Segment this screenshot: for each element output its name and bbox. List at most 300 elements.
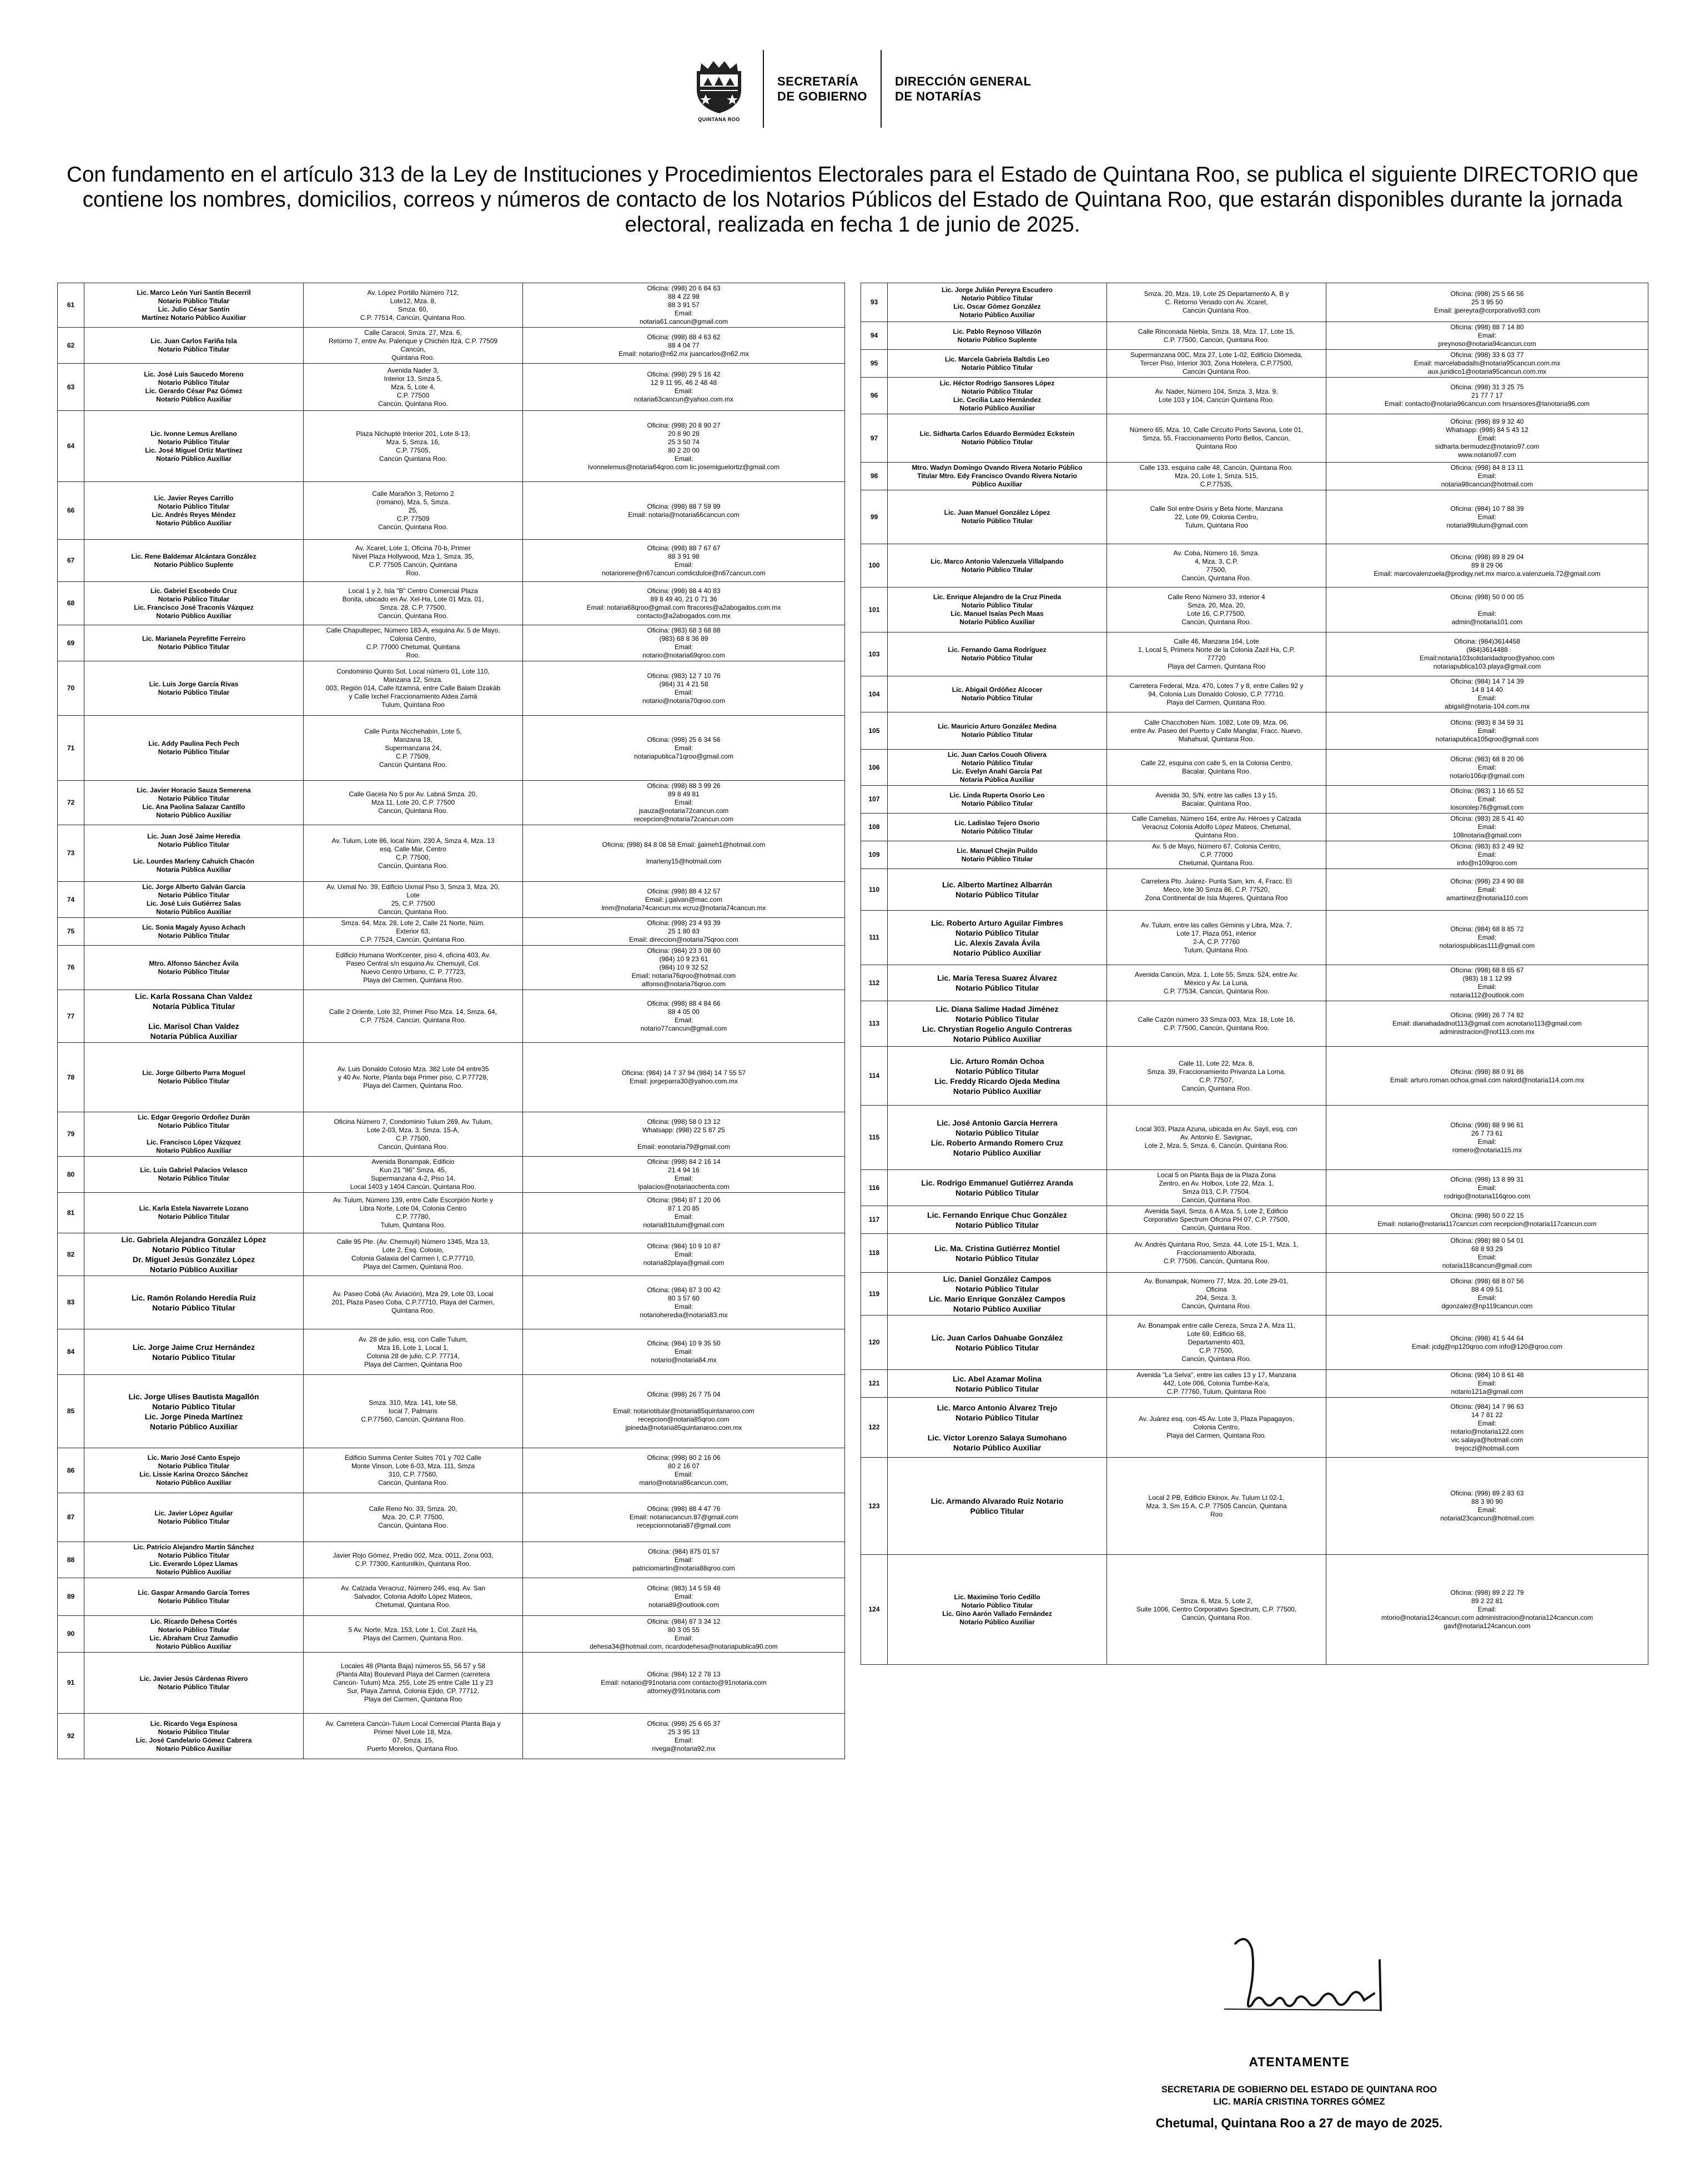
notary-contact-cell	[523, 781, 845, 825]
notary-names: Lic. Abigail Ordóñez Alcocer Notario Público Titular	[952, 686, 1043, 702]
notary-names-cell	[84, 1157, 304, 1193]
notary-contact-cell	[1326, 1316, 1648, 1370]
notary-names-cell	[84, 540, 304, 582]
notary-address-cell	[304, 364, 523, 411]
notary-names-cell	[888, 712, 1107, 750]
notary-names-cell	[84, 882, 304, 918]
notary-number: 75	[67, 927, 75, 935]
notary-address-cell	[304, 1578, 523, 1616]
notary-address: Av. Andrés Quintana Roo, Smza. 44, Lote 15-1, Mza. 1, Fraccionamiento Alborada, C.P. 77506, Cancún, Quintana Roo.	[1134, 1241, 1299, 1265]
notary-address-cell	[1107, 1370, 1326, 1398]
notary-address-cell	[1107, 841, 1326, 869]
notary-number-cell	[58, 1616, 84, 1653]
notary-number-cell	[861, 1234, 888, 1273]
notary-address-cell	[304, 1157, 523, 1193]
notary-address-cell	[304, 625, 523, 661]
notary-names-cell	[84, 1448, 304, 1493]
notary-names-cell	[888, 1370, 1107, 1398]
notary-names: Lic. Roberto Arturo Aguilar Fimbres Notario Público Titular Lic. Alexis Zavala Ávila Notario Público Auxiliar	[931, 918, 1063, 957]
notary-names-cell	[84, 1375, 304, 1448]
notary-names: Lic. Manuel Chejín Puildo Notario Público Titular	[957, 846, 1038, 863]
notary-contact-cell	[1326, 414, 1648, 463]
notary-number-cell	[861, 490, 888, 544]
notary-names: Mtro. Alfonso Sánchez Ávila Notario Público Titular	[149, 959, 239, 976]
signatory-block: SECRETARIA DE GOBIERNO DEL ESTADO DE QUINTANA ROO LIC. MARÍA CRISTINA TORRES GÓMEZ	[1161, 2085, 1437, 2107]
notary-number: 114	[868, 1072, 880, 1080]
notary-number: 103	[868, 650, 880, 658]
notary-names-cell	[84, 364, 304, 411]
notary-address: Calle Chapultepec, Número 183-A, esquina Av. 5 de Mayo, Colonia Centro, C.P. 77000 Chetumal, Quintana Roo.	[326, 626, 500, 659]
notary-contact-cell	[1326, 322, 1648, 350]
notary-contact-cell	[523, 1542, 845, 1578]
notary-number: 101	[868, 605, 880, 614]
notary-names: Lic. José Luis Saucedo Moreno Notario Público Titular Lic. Gerardo César Paz Gómez Notario Público Auxiliar	[144, 370, 244, 403]
notary-contact-cell	[523, 946, 845, 990]
notary-names-cell	[84, 716, 304, 781]
notary-contact-cell	[523, 661, 845, 716]
intro-paragraph: Con fundamento en el artículo 313 de la Ley de Instituciones y Procedimientos Electorales para el Estado de Quintana Roo, se publica el siguiente DIRECTORIO que contiene los nombres, domicilios, correos y números de contacto de los Notarios Públicos del Estado de Quintana Roo, que estarán disponibles durante la jornada electoral, realizada en fecha 1 de junio de 2025.	[67, 163, 1638, 237]
notary-address: Local 5 on Planta Baja de la Plaza Zona Zentro, en Av. Holbox, Lote 22, Mza. 1, Smza 013, C.P. 77504. Cancún, Quintana Roo.	[1157, 1171, 1276, 1204]
notary-names: Lic. Ricardo Dehesa Cortés Notario Público Titular Lic. Abraham Cruz Zamudio Notario Público Auxiliar	[149, 1617, 238, 1650]
notary-row	[861, 911, 1648, 965]
notary-address-cell	[1107, 588, 1326, 632]
notary-address: Av. López Portillo Número 712, Lote12, Mza. 8, Smza. 60, C.P. 77514, Cancún, Quintana Roo.	[360, 288, 466, 322]
notary-contact-cell	[523, 328, 845, 364]
notary-row	[58, 716, 845, 781]
notary-contact: Oficina: (998) 84 8 13 11 Email: notaria98cancun@hotmail.com	[1441, 464, 1533, 488]
notary-address: Av. Nader, Número 104, Smza. 3, Mza. 9, Lote 103 y 104, Cancún Quintana Roo.	[1155, 387, 1278, 404]
notary-contact-cell	[1326, 350, 1648, 378]
page-header	[688, 47, 1032, 130]
notary-row	[58, 1276, 845, 1329]
notary-number-cell	[861, 786, 888, 814]
notary-number: 106	[868, 763, 880, 771]
notary-address: Avenida Sayil, Smza. 6 A Mza. 5, Lote 2, Edificio Corporativo Spectrum Oficina PH 07, C.P. 77500, Cancún, Quintana Roo.	[1143, 1207, 1290, 1232]
notary-names: Lic. Juan Manuel González López Notario Público Titular	[944, 509, 1050, 525]
notary-number: 88	[67, 1555, 75, 1564]
notary-address-cell	[1107, 1316, 1326, 1370]
notary-number: 97	[870, 434, 878, 442]
notary-address: Carretera Pto. Juárez- Punta Sam, km. 4, Fracc. El Meco, lote 30 Smza 86, C.P. 77520, Zona Continental de Isla Mujeres, Quintana Roo	[1141, 877, 1292, 902]
notary-address-cell	[304, 825, 523, 882]
notary-names-cell	[888, 283, 1107, 322]
notary-names-cell	[888, 841, 1107, 869]
notary-row	[58, 1375, 845, 1448]
notary-address: Avenida "La Selva", entre las calles 13 y 17, Manzana 442, Lote 006, Colonia Tumbe-Ka'a, C.P. 77760, Tulum, Quintana Roo	[1136, 1371, 1296, 1395]
notary-address-cell	[304, 1714, 523, 1759]
notary-names: Lic. Patricio Alejandro Martín Sánchez Notario Público Titular Lic. Everardo López Llamas Notario Público Auxiliar	[133, 1543, 254, 1576]
notary-address: Avenida Nader 3, Interior 13, Smza 5, Mza. 5, Lote 4, C.P. 77500 Cancún, Quintana Roo.	[378, 366, 448, 408]
notary-contact: Oficina: (998) 29 5 16 42 12 9 11 95, 46 2 48 48 Email: notaria63cancun@yahoo.com.mx	[634, 370, 733, 403]
notary-address-cell	[1107, 1555, 1326, 1665]
notary-contact: Oficina: (998) 88 4 84 66 88 4 05 00 Email: notario77cancun@gmail.com	[640, 1000, 727, 1032]
notary-address: Calle Cazón número 33 Smza 003, Mza. 18, Lote 16, C.P. 77500, Cancún, Quintana Roo.	[1138, 1015, 1295, 1032]
notary-number: 85	[67, 1407, 75, 1415]
notary-contact-cell	[523, 1112, 845, 1157]
notary-number-cell	[861, 869, 888, 911]
notary-number: 61	[67, 301, 75, 309]
notary-contact: Oficina: (983) 12 7 10 76 (984) 31 4 21 58 Email: notario@notaria70qroo.com	[642, 671, 725, 705]
notary-number-cell	[861, 965, 888, 1001]
notary-address: Calle Caracol, Smza. 27, Mza. 6, Retorno 7, entre Av. Palenque y Chichén Itzá, C.P. 77509 Cancún, Quintana Roo.	[328, 329, 498, 362]
notary-address-cell	[304, 482, 523, 540]
notary-names-cell	[888, 414, 1107, 463]
notary-contact: Oficina: (998) 23 4 90 88 Email: amartinez@notaria110.com	[1446, 877, 1528, 902]
notary-contact-cell	[1326, 1370, 1648, 1398]
notary-number-cell	[861, 814, 888, 841]
notary-number-cell	[58, 1193, 84, 1233]
notary-contact: Oficina: (998) 31 3 25 75 21 77 7 17 Email: contacto@notaria96cancun.com hrsansores@lanotaria96.com	[1384, 383, 1590, 408]
notary-address-cell	[1107, 1170, 1326, 1206]
notary-row	[58, 1578, 845, 1616]
notary-names-cell	[888, 490, 1107, 544]
notary-address-cell	[1107, 322, 1326, 350]
notary-address-cell	[304, 1193, 523, 1233]
notary-contact: Oficina: (984)3614458 (984)3614488 Email:notaria103solidaridadqroo@yahoo.com notariapublica103.playa@gmail.com	[1420, 637, 1555, 670]
notary-address: Calle Sol entre Osiris y Beta Norte, Manzana 22, Lote 09, Colonia Centro, Tulum, Quintana Roo	[1150, 504, 1283, 529]
notary-number: 109	[868, 851, 880, 858]
directory-table-left	[57, 283, 845, 1759]
notary-address-cell	[1107, 350, 1326, 378]
notary-address: Calle 46, Manzana 164, Lote 1, Local 5, Primera Norte de la Colonia Zazil Ha, C.P. 77720 Playa del Carmen, Quintana Roo	[1138, 637, 1295, 670]
notary-contact-cell	[1326, 283, 1648, 322]
notary-number: 124	[868, 1605, 880, 1613]
notary-row	[861, 750, 1648, 786]
notary-names: Lic. Gabriel Escobedo Cruz Notario Público Titular Lic. Francisco José Traconis Vázquez Notario Público Auxiliar	[134, 586, 254, 620]
notary-contact-cell	[1326, 841, 1648, 869]
notary-number: 118	[868, 1249, 880, 1257]
notary-address: Av. Carretera Cancún-Tulum Local Comercial Planta Baja y Primer Nivel Lote 18, Mza. 07, Smza. 15, Puerto Morelos, Quintana Roo.	[325, 1719, 501, 1753]
notary-names: Lic. Javier López Aguilar Notario Público Titular	[154, 1509, 233, 1525]
notary-address-cell	[304, 1112, 523, 1157]
notary-number: 108	[868, 823, 880, 831]
notary-row	[861, 1555, 1648, 1665]
notary-contact: Oficina: (984) 875 01 57 Email: patriciomartin@notaria88qroo.com	[632, 1547, 735, 1572]
notary-number: 74	[67, 895, 75, 903]
notary-number: 83	[67, 1298, 75, 1306]
notary-address: Calle Gacela No 5 por Av. Labná Smza. 20, Mza 11, Lote 20, C.P. 77500 Cancún, Quintana Roo.	[349, 790, 477, 815]
notary-row	[58, 1616, 845, 1653]
notary-number-cell	[58, 1448, 84, 1493]
notary-row	[58, 1714, 845, 1759]
notary-names-cell	[888, 322, 1107, 350]
notary-number-cell	[861, 350, 888, 378]
notary-number-cell	[861, 378, 888, 414]
notary-row	[861, 814, 1648, 841]
notary-contact: Oficina: (998) 88 4 63 62 88 4 04 77 Email: notario@n62.mx juancarlos@n62.mx	[618, 333, 749, 358]
notary-contact: Oficina: (984) 87 1 20 06 87 1 20 85 Email: notaria81tulum@gmail.com	[643, 1196, 725, 1229]
notary-row	[58, 1193, 845, 1233]
notary-address-cell	[1107, 712, 1326, 750]
notary-number-cell	[58, 582, 84, 625]
notary-address: Calle 95 Pte. (Av. Chemuyil) Número 1345, Mza 13, Lote 2, Esq. Colosio, Colonia Galaxia del Carmen I, C.P.77710, Playa del Carmen, Quintana Roo.	[336, 1238, 490, 1271]
notary-address-cell	[1107, 1398, 1326, 1458]
notary-address: Supermanzana 00C, Mza 27, Lote 1-02, Edificio Diómeda, Tercer Piso, Interior 303, Zona Hotelera, C.P.77500, Cancún Quintana Roo.	[1130, 351, 1303, 375]
notary-names: Lic. Diana Salime Hadad Jiménez Notario Público Titular Lic. Chrystian Rogelio Angulo Contreras Notario Público Auxiliar	[922, 1004, 1072, 1043]
notary-address: Smza. 6, Mza. 5, Lote 2, Suite 1006, Centro Corporativo Spectrum, C.P. 77500, Cancún, Quintana Roo.	[1136, 1597, 1297, 1621]
notary-names-cell	[84, 1493, 304, 1542]
notary-address-cell	[304, 781, 523, 825]
notary-row	[58, 1542, 845, 1578]
notary-address: Calle Reno Número 33, interior 4 Smza. 20, Mza. 20, Lote 16, C.P.77500, Cancún, Quintana Roo.	[1168, 593, 1265, 626]
notary-contact: Oficina: (998) 68 8 07 56 88 4 09 51 Email: dgonzalez@np119cancun.com	[1441, 1277, 1533, 1310]
notary-contact-cell	[1326, 712, 1648, 750]
notary-number-cell	[58, 882, 84, 918]
notary-contact-cell	[523, 582, 845, 625]
notary-row	[861, 1398, 1648, 1458]
notary-names-cell	[888, 463, 1107, 490]
notary-contact: Oficina: (984) 14 7 37 94 (984) 14 7 55 57 Email: jorgeparra30@yahoo.com.mx	[621, 1069, 746, 1085]
notary-contact: Oficina: (998) 25 5 66 56 25 3 95 50 Email: jpereyra@corporativo93.com	[1434, 290, 1540, 314]
notary-contact-cell	[523, 1329, 845, 1375]
notary-names: Lic. Maximino Torio Cedillo Notario Público Titular Lic. Gino Aarón Vallado Fernández Notario Público Auxiliar	[942, 1593, 1052, 1626]
notary-row	[58, 1448, 845, 1493]
notary-names-cell	[888, 350, 1107, 378]
notary-contact: Oficina: (983) 8 34 59 31 Email: notariapublica105qroo@gmail.com	[1435, 718, 1539, 743]
notary-number-cell	[58, 1043, 84, 1112]
notary-address-cell	[1107, 786, 1326, 814]
notary-address-cell	[1107, 750, 1326, 786]
notary-contact: Oficina: (983) 28 5 41 40 Email: 108notaria@gmail.com	[1450, 815, 1524, 839]
notary-row	[861, 322, 1648, 350]
notary-address-cell	[1107, 911, 1326, 965]
notary-names: Lic. Jorge Gilberto Parra Moguel Notario Público Titular	[142, 1069, 245, 1085]
notary-number: 121	[868, 1379, 880, 1387]
notary-names: Lic. Karla Estela Navarrete Lozano Notario Público Titular	[139, 1204, 249, 1221]
notary-names: Mtro. Wadyn Domingo Ovando Rivera Notario Público Titular Mtro. Edy Francisco Ovando Rivera Notario Público Auxiliar	[912, 464, 1083, 488]
notary-contact: Oficina: (998) 88 4 12 57 Email: j.galvan@mac.com lmm@notaria74cancun.mx ecruz@notaria74cancun.mx	[601, 887, 766, 912]
notary-number: 110	[868, 885, 880, 893]
signature-image	[1213, 1927, 1396, 2016]
notary-contact: Oficina: (998) 88 7 67 67 88 3 91 98 Email: notariorene@n67cancun.comlicdulce@n67cancun.com	[602, 544, 766, 577]
notary-number: 69	[67, 639, 75, 647]
notary-number-cell	[861, 1370, 888, 1398]
notary-row	[861, 1001, 1648, 1047]
notary-names-cell	[888, 1458, 1107, 1555]
notary-address: Carretera Federal, Mza. 470, Lotes 7 y 8, entre Calles 92 y 94, Colonia Luis Donaldo Colosio, C.P. 77710. Playa del Carmen, Quintana Roo.	[1129, 681, 1304, 706]
notary-contact-cell	[1326, 544, 1648, 588]
notary-number-cell	[861, 911, 888, 965]
notary-number-cell	[861, 463, 888, 490]
notary-address-cell	[1107, 1234, 1326, 1273]
notary-contact: Oficina: (998) 50 0 00 05 Email: admin@notaria101.com	[1450, 593, 1524, 626]
notary-number-cell	[58, 1653, 84, 1714]
notary-contact: Oficina: (984) 10 7 88 39 Email: notaria99tulum@gmail.com	[1446, 504, 1528, 529]
notary-number-cell	[58, 1157, 84, 1193]
notary-number: 117	[868, 1216, 880, 1223]
notary-number-cell	[58, 946, 84, 990]
notary-address: Av. Juárez esq. con 45 Av. Lote 3, Plaza Papagayos, Colonia Centro, Playa del Carmen, Quintana Roo.	[1139, 1415, 1294, 1439]
crest-icon	[691, 56, 747, 116]
notary-number: 73	[67, 849, 75, 857]
notary-number-cell	[861, 676, 888, 712]
notary-address: Edificio Summa Center Suites 701 y 702 Calle Monte Vinson, Lote 6-03, Mza. 111, Smza 310, C.P. 77560, Cancún, Quintana Roo.	[344, 1454, 482, 1487]
notary-names-cell	[84, 1276, 304, 1329]
notary-row	[58, 918, 845, 946]
notary-number-cell	[58, 1233, 84, 1276]
notary-contact: Oficina: (983) 68 8 20 06 Email: notario106qr@gmail.com	[1450, 755, 1525, 780]
notary-address-cell	[304, 716, 523, 781]
notary-address-cell	[304, 411, 523, 482]
notary-row	[58, 1043, 845, 1112]
notary-number-cell	[58, 1714, 84, 1759]
notary-names-cell	[84, 781, 304, 825]
notary-names: Lic. Linda Ruperta Osorio Leo Notario Público Titular	[949, 791, 1045, 807]
notary-row	[861, 588, 1648, 632]
notary-number: 62	[67, 341, 75, 349]
notary-number-cell	[861, 414, 888, 463]
notary-number-cell	[861, 750, 888, 786]
notary-address-cell	[304, 328, 523, 364]
notary-address-cell	[1107, 544, 1326, 588]
notary-number: 93	[870, 298, 878, 306]
notary-names-cell	[84, 283, 304, 328]
notary-address-cell	[304, 1233, 523, 1276]
notary-row	[861, 463, 1648, 490]
notary-row	[861, 283, 1648, 322]
notary-number: 119	[868, 1289, 880, 1298]
notary-contact: Oficina: (998) 88 0 91 86 Email: arturo.roman.ochoa.gmail.com nalord@notaria114.com.mx	[1390, 1067, 1585, 1084]
notary-names: Lic. Daniel González Campos Notario Público Titular Lic. Mario Enrique González Campos Notario Público Auxiliar	[929, 1274, 1065, 1313]
notary-names: Lic. Armando Alvarado Ruiz Notario Público Titular	[931, 1497, 1064, 1515]
notary-names: Lic. Fernando Gama Rodríguez Notario Público Titular	[948, 646, 1047, 662]
notary-row	[861, 378, 1648, 414]
notary-address: Calle Chacchoben Núm. 1082, Lote 09, Mza. 06, entre Av. Paseo del Puerto y Calle Manglar, Fracc. Nuevo, Mahahual, Quintana Roo.	[1130, 718, 1302, 743]
notary-number-cell	[58, 1276, 84, 1329]
notary-number: 98	[870, 472, 878, 480]
notary-row	[58, 1653, 845, 1714]
notary-contact-cell	[523, 411, 845, 482]
notary-number-cell	[861, 1273, 888, 1316]
notary-number-cell	[58, 918, 84, 946]
notary-names-cell	[84, 990, 304, 1043]
notary-number-cell	[58, 364, 84, 411]
notary-address: Javier Rojo Gómez, Predio 002, Mza. 0011, Zona 003, C.P. 77300, Kantunilkín, Quintana Roo.	[333, 1552, 494, 1568]
notary-address: Smza. 310, Mza. 141, lote 58, local 7, Palmaris C.P.77560, Cancún, Quintana Roo.	[361, 1399, 465, 1423]
notary-row	[58, 540, 845, 582]
notary-number: 115	[868, 1133, 880, 1141]
notary-number-cell	[58, 411, 84, 482]
notary-names-cell	[84, 625, 304, 661]
notary-names-cell	[888, 544, 1107, 588]
notary-address-cell	[304, 1653, 523, 1714]
notary-address-cell	[1107, 1273, 1326, 1316]
notary-address: Calle 11, Lote 22, Mza. 8, Smza. 39, Fraccionamiento Privanza La Loma, C.P. 77507, Cancún, Quintana Roo.	[1147, 1059, 1286, 1092]
notary-address: Número 65, Mza. 10, Calle Circuito Porto Savona, Lote 01, Smza. 55, Fraccionamiento Porto Bellos, Cancún, Quintana Roo	[1129, 425, 1304, 450]
notary-address-cell	[304, 1493, 523, 1542]
notary-number: 77	[67, 1012, 75, 1020]
notary-row	[58, 825, 845, 882]
notary-address: Smza. 64, Mza. 28, Lote 2, Calle 21 Norte, Núm. Exterior 63, C.P. 77524, Cancún, Quintana Roo.	[341, 919, 485, 943]
notary-address-cell	[1107, 463, 1326, 490]
notary-contact-cell	[1326, 1106, 1648, 1170]
notary-row	[58, 781, 845, 825]
notary-contact-cell	[1326, 1206, 1648, 1234]
notary-contact: Oficina: (984) 10 9 10 87 Email: notaria82playa@gmail.com	[643, 1242, 725, 1267]
notary-names-cell	[888, 911, 1107, 965]
notary-address-cell	[1107, 1458, 1326, 1555]
notary-names-cell	[888, 869, 1107, 911]
notary-number-cell	[861, 1316, 888, 1370]
notary-names-cell	[84, 946, 304, 990]
notary-names-cell	[888, 814, 1107, 841]
notary-contact-cell	[1326, 965, 1648, 1001]
notary-address: Calle Camelias, Número 164, entre Av. Héroes y Calzada Veracruz Colonia Adolfo López Mateos, Chetumal, Quintana Roo.	[1131, 815, 1301, 839]
notary-row	[58, 625, 845, 661]
notary-row	[58, 661, 845, 716]
notary-number: 94	[870, 332, 878, 339]
notary-contact-cell	[523, 1375, 845, 1448]
notary-number: 111	[869, 933, 879, 941]
notary-address-cell	[1107, 676, 1326, 712]
notary-number-cell	[58, 1493, 84, 1542]
notary-row	[861, 350, 1648, 378]
notary-row	[861, 632, 1648, 676]
notary-names-cell	[888, 676, 1107, 712]
notary-row	[58, 1157, 845, 1193]
notary-row	[58, 582, 845, 625]
notary-number: 67	[67, 556, 75, 564]
notary-names: Lic. Alberto Martínez Albarrán Notario Público Titular	[942, 880, 1053, 899]
notary-row	[861, 490, 1648, 544]
notary-address: 5 Av. Norte, Mza. 153, Lote 1, Col. Zazil Ha, Playa del Carmen, Quintana Roo.	[348, 1625, 478, 1642]
notary-row	[861, 1170, 1648, 1206]
notary-contact: Oficina: (998) 20 8 90 27 20 8 90 28 25 3 50 74 80 2 20 00 Email: Ivonnelemus@notaria64qroo.com lic.josemiguelortiz@gmail.com	[587, 421, 780, 471]
notary-names: Lic. Juan Carlos Dahuabe González Notario Público Titular	[931, 1333, 1063, 1352]
notary-number: 122	[868, 1423, 880, 1431]
notary-number-cell	[861, 588, 888, 632]
notary-address-cell	[304, 661, 523, 716]
notary-number: 81	[67, 1208, 75, 1217]
notary-contact: Oficina: (998) 88 4 40 83 89 8 49 40, 21 0 71 36 Email: notaria68qroo@gmail.com ftraconis@a2abogados.com.mx contacto@a2abogados.com.mx	[586, 586, 781, 620]
notary-row	[58, 411, 845, 482]
notary-names: Lic. Abel Azamar Molina Notario Público Titular	[953, 1374, 1042, 1393]
notary-address-cell	[304, 1542, 523, 1578]
notary-contact-cell	[523, 1233, 845, 1276]
notary-number: 76	[67, 963, 75, 971]
notary-names-cell	[84, 918, 304, 946]
notary-number-cell	[58, 1578, 84, 1616]
notary-contact: Oficina: (983) 1 16 65 52 Email: losoriolep76@gmail.com	[1450, 787, 1524, 811]
notary-address: Av. Calzada Veracruz, Número 246, esq. Av. San Salvador, Colonia Adolfo López Mateos, Chetumal, Quintana Roo.	[341, 1584, 485, 1609]
header-divider	[763, 50, 764, 128]
notary-address: Av. Tulum, Lote 86, local Núm. 230 A, Smza 4, Mza. 13 esq. Calle Mar, Centro C.P. 77500, Cancún, Quintana Roo.	[331, 836, 495, 870]
notary-number: 104	[868, 690, 880, 698]
notary-number: 68	[67, 599, 75, 607]
quintana-roo-crest-logo	[688, 50, 750, 128]
notary-contact: Oficina: (998) 89 2 22 79 89 2 22 81 Email: mtorio@notaria124cancun.com administracion@notaria124cancun.com gavf@notaria124cancun.com	[1381, 1589, 1593, 1630]
notary-address-cell	[304, 283, 523, 328]
notary-address-cell	[1107, 1001, 1326, 1047]
notary-names: Lic. Luis Gabriel Palacios Velasco Notario Público Titular	[140, 1166, 248, 1182]
notary-number: 66	[67, 506, 75, 514]
notary-names: Lic. Pablo Reynoso Villazón Notario Público Suplente	[953, 327, 1042, 344]
notary-number-cell	[861, 1170, 888, 1206]
notary-number-cell	[58, 1112, 84, 1157]
notary-contact: Oficina: (984) 14 7 14 39 14 8 14 40 Email: abigail@notaria-104.com.mx	[1445, 677, 1530, 710]
notary-contact-cell	[523, 1043, 845, 1112]
notary-names-cell	[84, 825, 304, 882]
notary-names-cell	[888, 588, 1107, 632]
notary-address-cell	[304, 1448, 523, 1493]
notary-names: Lic. Luis Jorge García Rivas Notario Público Titular	[149, 680, 239, 696]
notary-contact-cell	[1326, 1398, 1648, 1458]
notary-names-cell	[888, 632, 1107, 676]
notary-address: Locales 48 (Planta Baja) números 55, 56 57 y 58 (Planta Alta) Boulevard Playa del Carmen (carretera Cancún- Tulum) Mza. 255, Lote 25 entre Calle 11 y 23 Sur, Playa Zamná, Colonia Ejido, CP. 77712, Playa del Carmen, Quintana Roo	[333, 1662, 493, 1703]
notary-names: Lic. José Antonio García Herrera Notario Público Titular Lic. Roberto Armando Romero Cruz Notario Público Auxiliar	[931, 1118, 1064, 1157]
notary-number-cell	[58, 1375, 84, 1448]
notary-names: Lic. Juan José Jaime Heredia Notario Público Titular Lic. Lourdes Marleny Cahuich Chacón Notaria Pública Auxiliar	[133, 832, 255, 873]
